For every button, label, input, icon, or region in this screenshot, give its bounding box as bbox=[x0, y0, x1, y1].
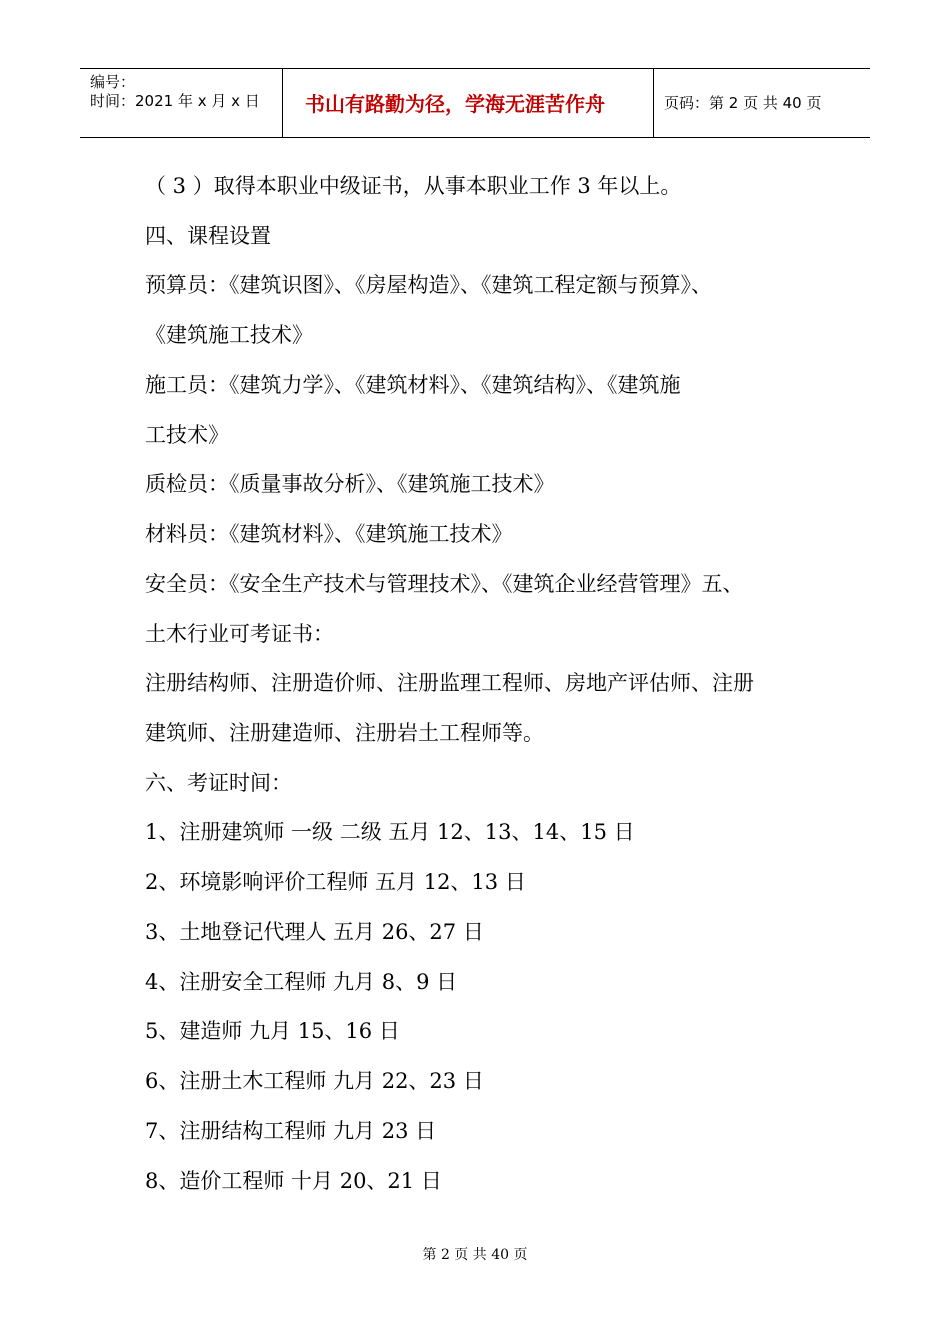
header-motto: 书山有路勤为径，学海无涯苦作舟 bbox=[305, 92, 605, 116]
header-right-cell bbox=[654, 69, 870, 137]
list-item: 3、土地登记代理人 五月 26、27 日 bbox=[145, 920, 484, 944]
body-line: 《建筑施工技术》 bbox=[145, 323, 313, 347]
page-footer: 第 2 页 共 40 页 bbox=[422, 1247, 528, 1263]
body-line: 安全员：《安全生产技术与管理技术》、《建筑企业经营管理》五、 bbox=[145, 572, 744, 596]
list-item: 5、建造师 九月 15、16 日 bbox=[145, 1019, 400, 1043]
list-item: 8、造价工程师 十月 20、21 日 bbox=[145, 1169, 442, 1193]
body-line: 预算员：《建筑识图》、《房屋构造》、《建筑工程定额与预算》、 bbox=[145, 273, 712, 297]
section-heading-courses: 四、课程设置 bbox=[145, 224, 271, 248]
header-left-cell bbox=[80, 69, 283, 137]
page-header bbox=[80, 68, 870, 138]
list-item: 2、环境影响评价工程师 五月 12、13 日 bbox=[145, 870, 526, 894]
body-line: （ 3 ）取得本职业中级证书，从事本职业工作 3 年以上。 bbox=[145, 174, 682, 198]
body-line: 注册结构师、注册造价师、注册监理工程师、房地产评估师、注册 bbox=[145, 671, 754, 695]
list-item: 4、注册安全工程师 九月 8、9 日 bbox=[145, 970, 458, 994]
document-number-label: 编号： bbox=[90, 73, 136, 91]
section-heading-exam-time: 六、考证时间： bbox=[145, 771, 292, 795]
list-item: 1、注册建筑师 一级 二级 五月 12、13、14、15 日 bbox=[145, 820, 635, 844]
list-item: 7、注册结构工程师 九月 23 日 bbox=[145, 1119, 437, 1143]
document-date-label: 时间：2021 年 x 月 x 日 bbox=[90, 92, 260, 110]
body-line: 土木行业可考证书： bbox=[145, 622, 334, 646]
body-line: 质检员：《质量事故分析》、《建筑施工技术》 bbox=[145, 472, 555, 496]
list-item: 6、注册土木工程师 九月 22、23 日 bbox=[145, 1069, 484, 1093]
body-line: 材料员：《建筑材料》、《建筑施工技术》 bbox=[145, 522, 513, 546]
body-line: 工技术》 bbox=[145, 423, 229, 447]
header-page-number: 页码：第 2 页 共 40 页 bbox=[664, 94, 822, 112]
header-middle-cell bbox=[283, 69, 654, 137]
body-line: 施工员：《建筑力学》、《建筑材料》、《建筑结构》、《建筑施 bbox=[145, 373, 681, 397]
body-line: 建筑师、注册建造师、注册岩土工程师等。 bbox=[145, 721, 544, 745]
